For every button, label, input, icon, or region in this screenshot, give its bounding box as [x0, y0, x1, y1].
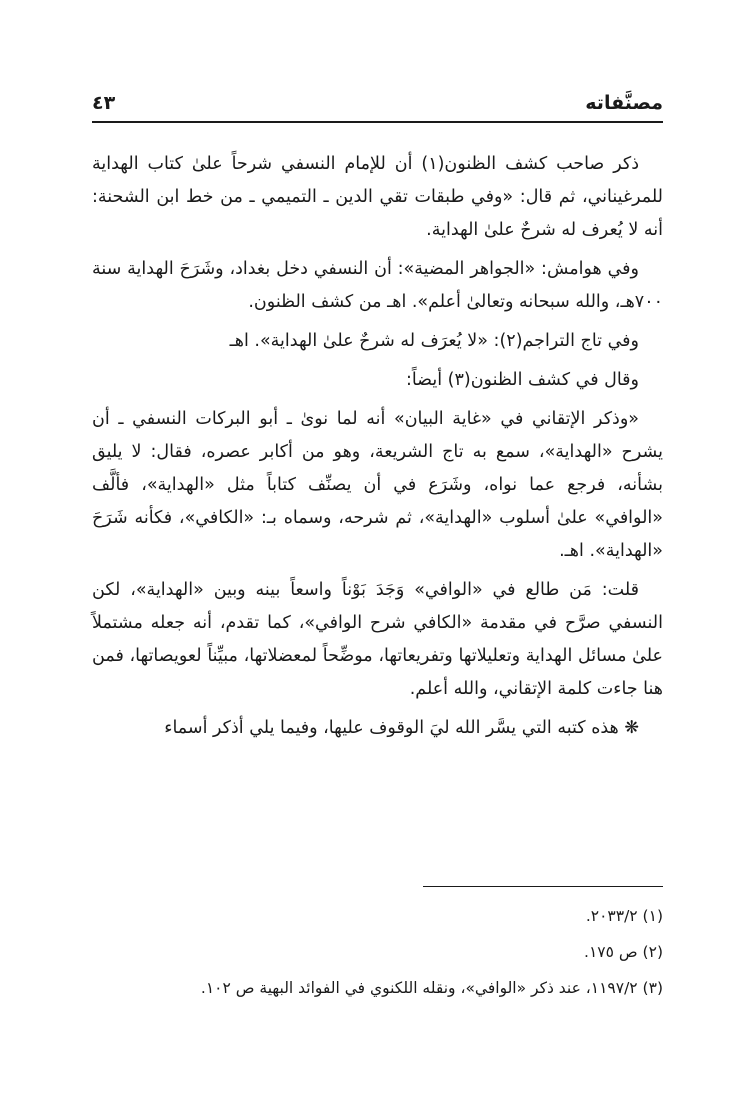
header-rule: [92, 121, 663, 123]
paragraph: وقال في كشف الظنون(٣) أيضاً:: [405, 370, 639, 390]
footnote: (٢) ص ١٧٥.: [584, 943, 663, 961]
footnotes: [92, 898, 663, 1006]
paragraph: ذكر صاحب كشف الظنون(١) أن للإمام النسفي شرحاً علىٰ كتاب الهداية للمرغيناني، ثم قال: «وفي طبقات تقي الدين ـ التميمي ـ من خط ابن الشحنة: أنه لا يُعرف له شرحٌ علىٰ الهداية.: [92, 154, 663, 240]
paragraph: وفي هوامش: «الجواهر المضية»: أن النسفي دخل بغداد، وشَرَحَ الهداية سنة ٧٠٠هـ، والله سبحانه وتعالىٰ أعلم». اهـ من كشف الظنون.: [92, 259, 663, 312]
paragraph: قلت: مَن طالع في «الوافي» وَجَدَ بَوْناً واسعاً بينه وبين «الهداية»، لكن النسفي صرَّح في مقدمة «الكافي شرح الوافي»، كما تقدم، أنه جعله مشتملاً علىٰ مسائل الهداية وتعليلاتها وتفريعاتها، موضِّحاً لمعضلاتها، مبيِّناً لعويصاتها، فمن هنا جاءت كلمة الإتقاني، والله أعلم.: [92, 580, 663, 699]
running-title: مصنَّفاته: [585, 92, 663, 114]
main-text: [92, 148, 663, 751]
footnote-rule: [423, 886, 663, 887]
footnote: (١) ٢٠٣٣/٢.: [585, 907, 663, 925]
paragraph: وفي تاج التراجم(٢): «لا يُعرَف له شرحٌ علىٰ الهداية». اهـ: [229, 331, 639, 351]
page-number: ٤٣: [92, 92, 116, 114]
paragraph: ❋ هذه كتبه التي يسَّر الله ليَ الوقوف عليها، وفيما يلي أذكر أسماء: [164, 718, 639, 738]
page-header: [92, 84, 663, 114]
footnote: (٣) ١١٩٧/٢، عند ذكر «الوافي»، ونقله اللكنوي في الفوائد البهية ص ١٠٢.: [200, 979, 663, 997]
paragraph: «وذكر الإتقاني في «غاية البيان» أنه لما نوىٰ ـ أبو البركات النسفي ـ أن يشرح «الهداية»، سمع به تاج الشريعة، وهو من أكابر عصره، فقال: لا يليق بشأنه، فرجع عما نواه، وشَرَع في أن يصنِّف كتاباً مثل «الهداية»، فألَّف «الوافي» علىٰ أسلوب «الهداية»، ثم شرحه، وسماه بـ: «الكافي»، فكأنه شَرَحَ «الهداية». اهـ.: [92, 409, 663, 561]
